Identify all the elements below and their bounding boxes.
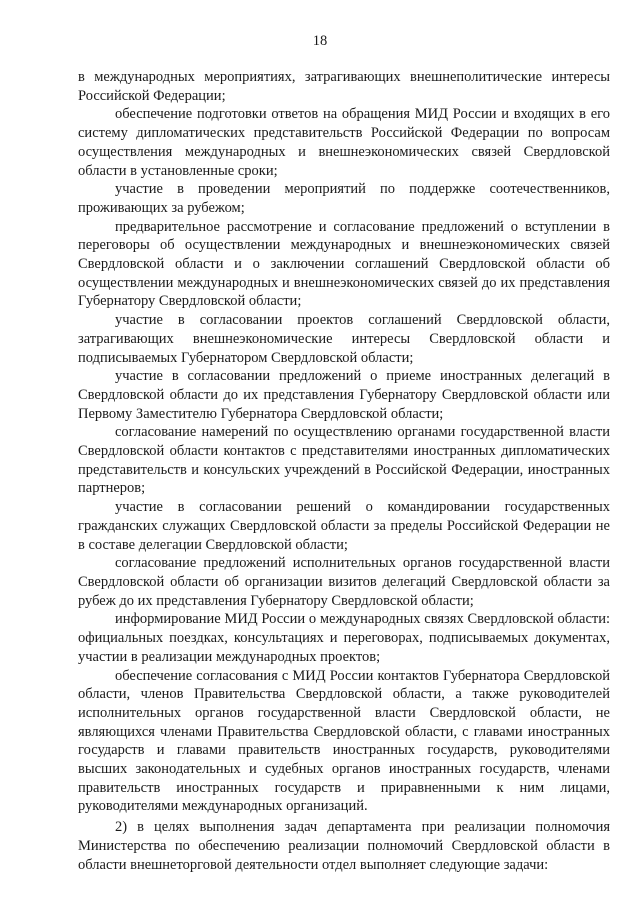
paragraph-contacts-intentions: согласование намерений по осуществлению органами государственной власти Свердловской области контактов с представителями иностранных дипломатических представительств и консульских учреждений в Российской Федерации, иностранных партнеров; [78,424,610,497]
paragraph-agreements-drafts: участие в согласовании проектов соглашений Свердловской области, затрагивающих внешнеэкономические интересы Свердловской области и подписываемых Губернатором Свердловской области; [78,312,610,366]
paragraph-continuation: в международных мероприятиях, затрагивающих внешнеполитические интересы Российской Федерации; [78,69,610,104]
paragraph-negotiations-review: предварительное рассмотрение и согласование предложений о вступлении в переговоры об осуществлении международных и внешнеэкономических связей Свердловской области и о заключении соглашений Свердловской области об осуществлении международных и внешнеэкономических связей до их представления Губернатору Свердловской области; [78,218,610,310]
paragraph-foreign-delegations: участие в согласовании предложений о приеме иностранных делегаций в Свердловской области до их представления Губернатору Свердловской области или Первому Заместителю Губернатора Свердловской области; [78,368,610,422]
paragraph-business-trips: участие в согласовании решений о командировании государственных гражданских служащих Свердловской области за пределы Российской Федерации не в составе делегации Свердловской области; [78,499,610,553]
page-number: 18 [312,33,328,49]
paragraph-compatriots-support: участие в проведении мероприятий по поддержке соотечественников, проживающих за рубежом; [78,181,610,216]
paragraph-governor-contacts: обеспечение согласования с МИД России контактов Губернатора Свердловской области, членов Правительства Свердловской области, а также руководителей исполнительных органов государственной власти Свердловской области, не являющихся членами Правительства Свердловской области, с главами иностранных государств и главами правительств иностранных государств, руководителями высших законодательных и судебных органов иностранных государств, членами правительств иностранных государств и приравненными к ним лицами, руководителями международных организаций. [78,667,610,815]
paragraph-mfa-informing: информирование МИД России о международных связях Свердловской области: официальных поездках, консультациях и переговорах, подписываемых документах, участии в реализации международных проектов; [78,611,610,665]
paragraph-mfa-responses: обеспечение подготовки ответов на обращения МИД России и входящих в его систему дипломатических представительств Российской Федерации по вопросам осуществления международных и внешнеэкономических связей Свердловской области в установленные сроки; [78,106,610,179]
paragraph-delegation-visits: согласование предложений исполнительных органов государственной власти Свердловской области об организации визитов делегаций Свердловской области за рубеж до их представления Губернатору Свердловской области; [78,555,610,609]
paragraph-foreign-trade-tasks: 2) в целях выполнения задач департамента при реализации полномочия Министерства по обеспечению реализации полномочий Свердловской области в области внешнеторговой деятельности отдел выполняет следующие задачи: [78,819,610,873]
document-body [78,68,610,874]
